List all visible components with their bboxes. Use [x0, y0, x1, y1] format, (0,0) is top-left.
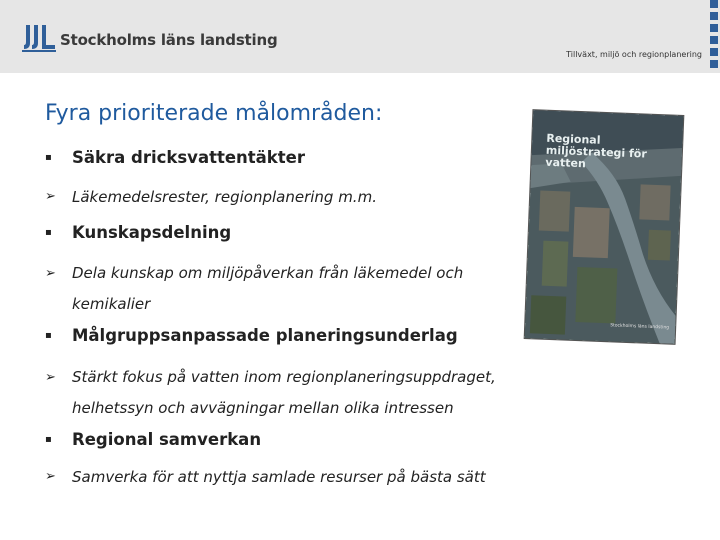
goal-detail-item: [45, 466, 486, 488]
goal-detail-item: [45, 258, 505, 320]
accent-dot: [710, 60, 718, 68]
slide-title: Fyra prioriterade målområden:: [45, 101, 383, 126]
arrow-bullet-icon: ➢: [45, 189, 56, 204]
goal-text: Säkra dricksvattentäkter: [72, 148, 305, 167]
goal-item: [45, 222, 231, 244]
goal-text: Målgruppsanpassade planeringsunderlag: [72, 326, 458, 345]
goal-detail-text: Samverka för att nyttja samlade resurser på bästa sätt: [72, 468, 486, 486]
goal-text: Kunskapsdelning: [72, 223, 232, 242]
goal-item: [45, 147, 305, 169]
arrow-bullet-icon: ➢: [45, 266, 56, 281]
header-bar: [0, 0, 720, 73]
goal-item: [45, 429, 261, 451]
accent-dot: [710, 12, 718, 20]
square-bullet-icon: ▪: [45, 434, 52, 445]
header-accent-dots: [710, 0, 718, 73]
square-bullet-icon: ▪: [45, 330, 52, 341]
goal-text: Regional samverkan: [72, 430, 262, 449]
cover-organization: Stockholms läns landsting: [610, 323, 670, 331]
arrow-bullet-icon: ➢: [45, 370, 56, 385]
accent-dot: [710, 0, 718, 8]
cover-title: Regional miljöstrategi för vatten: [545, 131, 648, 171]
goal-detail-text: Läkemedelsrester, regionplanering m.m.: [72, 188, 377, 206]
accent-dot: [710, 48, 718, 56]
organization-name: Stockholms läns landsting: [60, 31, 278, 49]
organization-logo[interactable]: [22, 20, 277, 56]
goal-detail-item: [45, 362, 535, 424]
goal-detail-item: [45, 186, 377, 208]
sll-logo-icon: [22, 23, 56, 53]
square-bullet-icon: ▪: [45, 227, 52, 238]
accent-dot: [710, 36, 718, 44]
goal-detail-text: Stärkt fokus på vatten inom regionplaneringsuppdraget, helhetssyn och avvägningar mellan olika intressen: [72, 368, 496, 417]
accent-dot: [710, 24, 718, 32]
goal-item: [45, 325, 458, 347]
department-label: Tillväxt, miljö och regionplanering: [566, 50, 702, 59]
goal-detail-text: Dela kunskap om miljöpåverkan från läkemedel och kemikalier: [72, 264, 464, 313]
report-cover-image: [525, 110, 684, 344]
arrow-bullet-icon: ➢: [45, 469, 56, 484]
square-bullet-icon: ▪: [45, 152, 52, 163]
